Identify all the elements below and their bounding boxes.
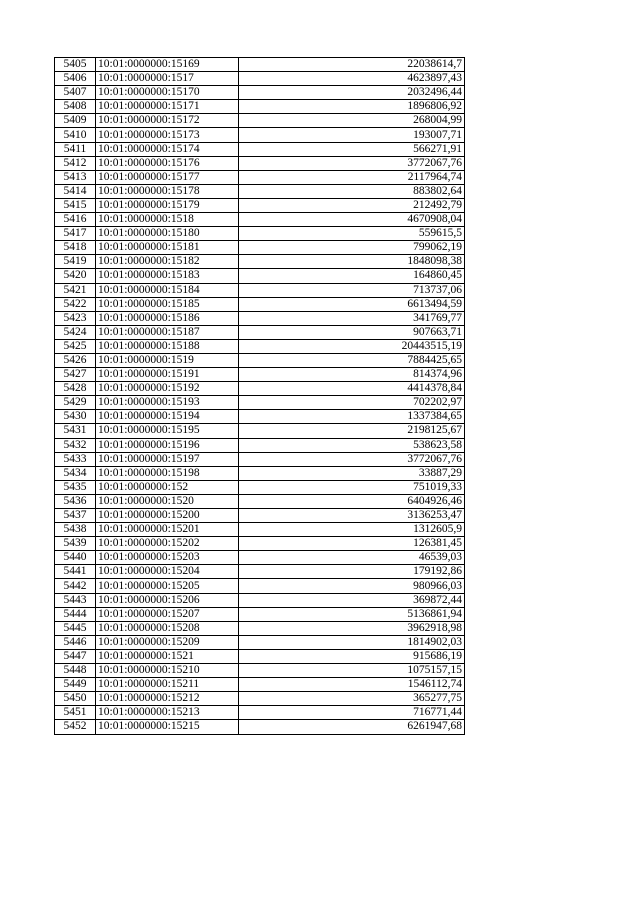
table-row: [55, 537, 465, 551]
value-cell: 369872,44: [239, 593, 465, 607]
value-cell: 164860,45: [239, 269, 465, 283]
cadastral-number-cell: 10:01:0000000:15196: [96, 438, 239, 452]
value-cell: 5136861,94: [239, 607, 465, 621]
table-row: [55, 635, 465, 649]
value-cell: 814374,96: [239, 368, 465, 382]
table-row: [55, 142, 465, 156]
row-number-cell: 5412: [55, 156, 96, 170]
table-row: [55, 509, 465, 523]
table-row: [55, 664, 465, 678]
cadastral-number-cell: 10:01:0000000:15205: [96, 579, 239, 593]
row-number-cell: 5411: [55, 142, 96, 156]
table-row: [55, 368, 465, 382]
value-cell: 193007,71: [239, 128, 465, 142]
value-cell: 3772067,76: [239, 156, 465, 170]
table-row: [55, 438, 465, 452]
table-row: [55, 128, 465, 142]
row-number-cell: 5424: [55, 325, 96, 339]
table-row: [55, 579, 465, 593]
table-row: [55, 649, 465, 663]
table-row: [55, 170, 465, 184]
value-cell: 33887,29: [239, 466, 465, 480]
row-number-cell: 5419: [55, 255, 96, 269]
value-cell: 3772067,76: [239, 452, 465, 466]
table-row: [55, 494, 465, 508]
row-number-cell: 5434: [55, 466, 96, 480]
cadastral-number-cell: 10:01:0000000:15172: [96, 114, 239, 128]
cadastral-number-cell: 10:01:0000000:1519: [96, 353, 239, 367]
row-number-cell: 5447: [55, 649, 96, 663]
cadastral-number-cell: 10:01:0000000:15194: [96, 410, 239, 424]
cadastral-number-cell: 10:01:0000000:1521: [96, 649, 239, 663]
cadastral-number-cell: 10:01:0000000:15213: [96, 706, 239, 720]
cadastral-number-cell: 10:01:0000000:15204: [96, 565, 239, 579]
table-row: [55, 184, 465, 198]
row-number-cell: 5431: [55, 424, 96, 438]
value-cell: 20443515,19: [239, 339, 465, 353]
cadastral-value-table: [54, 57, 465, 735]
row-number-cell: 5451: [55, 706, 96, 720]
value-cell: 4670908,04: [239, 213, 465, 227]
row-number-cell: 5409: [55, 114, 96, 128]
value-cell: 212492,79: [239, 198, 465, 212]
table-row: [55, 297, 465, 311]
value-cell: 1848098,38: [239, 255, 465, 269]
cadastral-number-cell: 10:01:0000000:1517: [96, 72, 239, 86]
value-cell: 1896806,92: [239, 100, 465, 114]
row-number-cell: 5408: [55, 100, 96, 114]
cadastral-number-cell: 10:01:0000000:15203: [96, 551, 239, 565]
row-number-cell: 5438: [55, 523, 96, 537]
value-cell: 1814902,03: [239, 635, 465, 649]
table-row: [55, 382, 465, 396]
row-number-cell: 5433: [55, 452, 96, 466]
table-row: [55, 100, 465, 114]
value-cell: 341769,77: [239, 311, 465, 325]
table-row: [55, 565, 465, 579]
cadastral-number-cell: 10:01:0000000:15188: [96, 339, 239, 353]
cadastral-number-cell: 10:01:0000000:15202: [96, 537, 239, 551]
value-cell: 46539,03: [239, 551, 465, 565]
table-row: [55, 227, 465, 241]
cadastral-number-cell: 10:01:0000000:15201: [96, 523, 239, 537]
value-cell: 1312605,9: [239, 523, 465, 537]
row-number-cell: 5414: [55, 184, 96, 198]
table-row: [55, 678, 465, 692]
row-number-cell: 5428: [55, 382, 96, 396]
cadastral-number-cell: 10:01:0000000:15192: [96, 382, 239, 396]
table-row: [55, 114, 465, 128]
cadastral-number-cell: 10:01:0000000:15183: [96, 269, 239, 283]
row-number-cell: 5410: [55, 128, 96, 142]
cadastral-number-cell: 10:01:0000000:15195: [96, 424, 239, 438]
row-number-cell: 5407: [55, 86, 96, 100]
row-number-cell: 5445: [55, 621, 96, 635]
value-cell: 1337384,65: [239, 410, 465, 424]
row-number-cell: 5429: [55, 396, 96, 410]
value-cell: 126381,45: [239, 537, 465, 551]
cadastral-number-cell: 10:01:0000000:15181: [96, 241, 239, 255]
table-row: [55, 72, 465, 86]
table-row: [55, 692, 465, 706]
value-cell: 1075157,15: [239, 664, 465, 678]
value-cell: 915686,19: [239, 649, 465, 663]
row-number-cell: 5442: [55, 579, 96, 593]
cadastral-number-cell: 10:01:0000000:15169: [96, 58, 239, 72]
table-row: [55, 706, 465, 720]
row-number-cell: 5416: [55, 213, 96, 227]
cadastral-number-cell: 10:01:0000000:15170: [96, 86, 239, 100]
table-row: [55, 241, 465, 255]
cadastral-number-cell: 10:01:0000000:15180: [96, 227, 239, 241]
value-cell: 6404926,46: [239, 494, 465, 508]
row-number-cell: 5417: [55, 227, 96, 241]
cadastral-number-cell: 10:01:0000000:1520: [96, 494, 239, 508]
value-cell: 22038614,7: [239, 58, 465, 72]
value-cell: 179192,86: [239, 565, 465, 579]
table-row: [55, 311, 465, 325]
value-cell: 751019,33: [239, 480, 465, 494]
cadastral-number-cell: 10:01:0000000:15193: [96, 396, 239, 410]
table-row: [55, 396, 465, 410]
value-cell: 713737,06: [239, 283, 465, 297]
row-number-cell: 5406: [55, 72, 96, 86]
table-row: [55, 410, 465, 424]
row-number-cell: 5430: [55, 410, 96, 424]
table-row: [55, 269, 465, 283]
cadastral-number-cell: 10:01:0000000:15179: [96, 198, 239, 212]
row-number-cell: 5425: [55, 339, 96, 353]
row-number-cell: 5432: [55, 438, 96, 452]
table-row: [55, 593, 465, 607]
value-cell: 799062,19: [239, 241, 465, 255]
cadastral-number-cell: 10:01:0000000:15182: [96, 255, 239, 269]
row-number-cell: 5443: [55, 593, 96, 607]
value-cell: 4414378,84: [239, 382, 465, 396]
row-number-cell: 5435: [55, 480, 96, 494]
table-row: [55, 551, 465, 565]
value-cell: 1546112,74: [239, 678, 465, 692]
table-row: [55, 283, 465, 297]
value-cell: 365277,75: [239, 692, 465, 706]
value-cell: 559615,5: [239, 227, 465, 241]
value-cell: 7884425,65: [239, 353, 465, 367]
value-cell: 6261947,68: [239, 720, 465, 734]
row-number-cell: 5418: [55, 241, 96, 255]
value-cell: 3136253,47: [239, 509, 465, 523]
cadastral-number-cell: 10:01:0000000:152: [96, 480, 239, 494]
value-cell: 268004,99: [239, 114, 465, 128]
cadastral-number-cell: 10:01:0000000:15210: [96, 664, 239, 678]
value-cell: 4623897,43: [239, 72, 465, 86]
table-row: [55, 480, 465, 494]
table-row: [55, 523, 465, 537]
cadastral-number-cell: 10:01:0000000:15187: [96, 325, 239, 339]
row-number-cell: 5422: [55, 297, 96, 311]
cadastral-number-cell: 10:01:0000000:15186: [96, 311, 239, 325]
row-number-cell: 5423: [55, 311, 96, 325]
table-row: [55, 325, 465, 339]
cadastral-number-cell: 10:01:0000000:15208: [96, 621, 239, 635]
table-row: [55, 339, 465, 353]
cadastral-number-cell: 10:01:0000000:15200: [96, 509, 239, 523]
row-number-cell: 5415: [55, 198, 96, 212]
table-row: [55, 424, 465, 438]
value-cell: 538623,58: [239, 438, 465, 452]
cadastral-number-cell: 10:01:0000000:1518: [96, 213, 239, 227]
row-number-cell: 5436: [55, 494, 96, 508]
row-number-cell: 5437: [55, 509, 96, 523]
table-row: [55, 86, 465, 100]
cadastral-number-cell: 10:01:0000000:15206: [96, 593, 239, 607]
table-row: [55, 621, 465, 635]
row-number-cell: 5427: [55, 368, 96, 382]
cadastral-number-cell: 10:01:0000000:15191: [96, 368, 239, 382]
row-number-cell: 5450: [55, 692, 96, 706]
cadastral-number-cell: 10:01:0000000:15178: [96, 184, 239, 198]
value-cell: 566271,91: [239, 142, 465, 156]
row-number-cell: 5448: [55, 664, 96, 678]
value-cell: 716771,44: [239, 706, 465, 720]
row-number-cell: 5439: [55, 537, 96, 551]
table-row: [55, 58, 465, 72]
cadastral-number-cell: 10:01:0000000:15171: [96, 100, 239, 114]
table-row: [55, 198, 465, 212]
value-cell: 2117964,74: [239, 170, 465, 184]
row-number-cell: 5452: [55, 720, 96, 734]
table-row: [55, 607, 465, 621]
cadastral-number-cell: 10:01:0000000:15185: [96, 297, 239, 311]
value-cell: 907663,71: [239, 325, 465, 339]
value-cell: 702202,97: [239, 396, 465, 410]
cadastral-number-cell: 10:01:0000000:15211: [96, 678, 239, 692]
value-cell: 2032496,44: [239, 86, 465, 100]
cadastral-number-cell: 10:01:0000000:15198: [96, 466, 239, 480]
table-row: [55, 353, 465, 367]
cadastral-number-cell: 10:01:0000000:15176: [96, 156, 239, 170]
table-row: [55, 156, 465, 170]
cadastral-number-cell: 10:01:0000000:15184: [96, 283, 239, 297]
cadastral-number-cell: 10:01:0000000:15212: [96, 692, 239, 706]
cadastral-number-cell: 10:01:0000000:15174: [96, 142, 239, 156]
cadastral-number-cell: 10:01:0000000:15173: [96, 128, 239, 142]
value-cell: 883802,64: [239, 184, 465, 198]
row-number-cell: 5426: [55, 353, 96, 367]
table-row: [55, 255, 465, 269]
table-row: [55, 213, 465, 227]
cadastral-number-cell: 10:01:0000000:15207: [96, 607, 239, 621]
row-number-cell: 5441: [55, 565, 96, 579]
cadastral-number-cell: 10:01:0000000:15215: [96, 720, 239, 734]
row-number-cell: 5440: [55, 551, 96, 565]
cadastral-number-cell: 10:01:0000000:15177: [96, 170, 239, 184]
table-row: [55, 452, 465, 466]
row-number-cell: 5405: [55, 58, 96, 72]
row-number-cell: 5421: [55, 283, 96, 297]
row-number-cell: 5449: [55, 678, 96, 692]
row-number-cell: 5444: [55, 607, 96, 621]
row-number-cell: 5420: [55, 269, 96, 283]
value-cell: 3962918,98: [239, 621, 465, 635]
cadastral-number-cell: 10:01:0000000:15197: [96, 452, 239, 466]
value-cell: 6613494,59: [239, 297, 465, 311]
cadastral-number-cell: 10:01:0000000:15209: [96, 635, 239, 649]
table-row: [55, 720, 465, 734]
table-row: [55, 466, 465, 480]
value-cell: 2198125,67: [239, 424, 465, 438]
table-body: [55, 58, 465, 735]
row-number-cell: 5446: [55, 635, 96, 649]
value-cell: 980966,03: [239, 579, 465, 593]
row-number-cell: 5413: [55, 170, 96, 184]
